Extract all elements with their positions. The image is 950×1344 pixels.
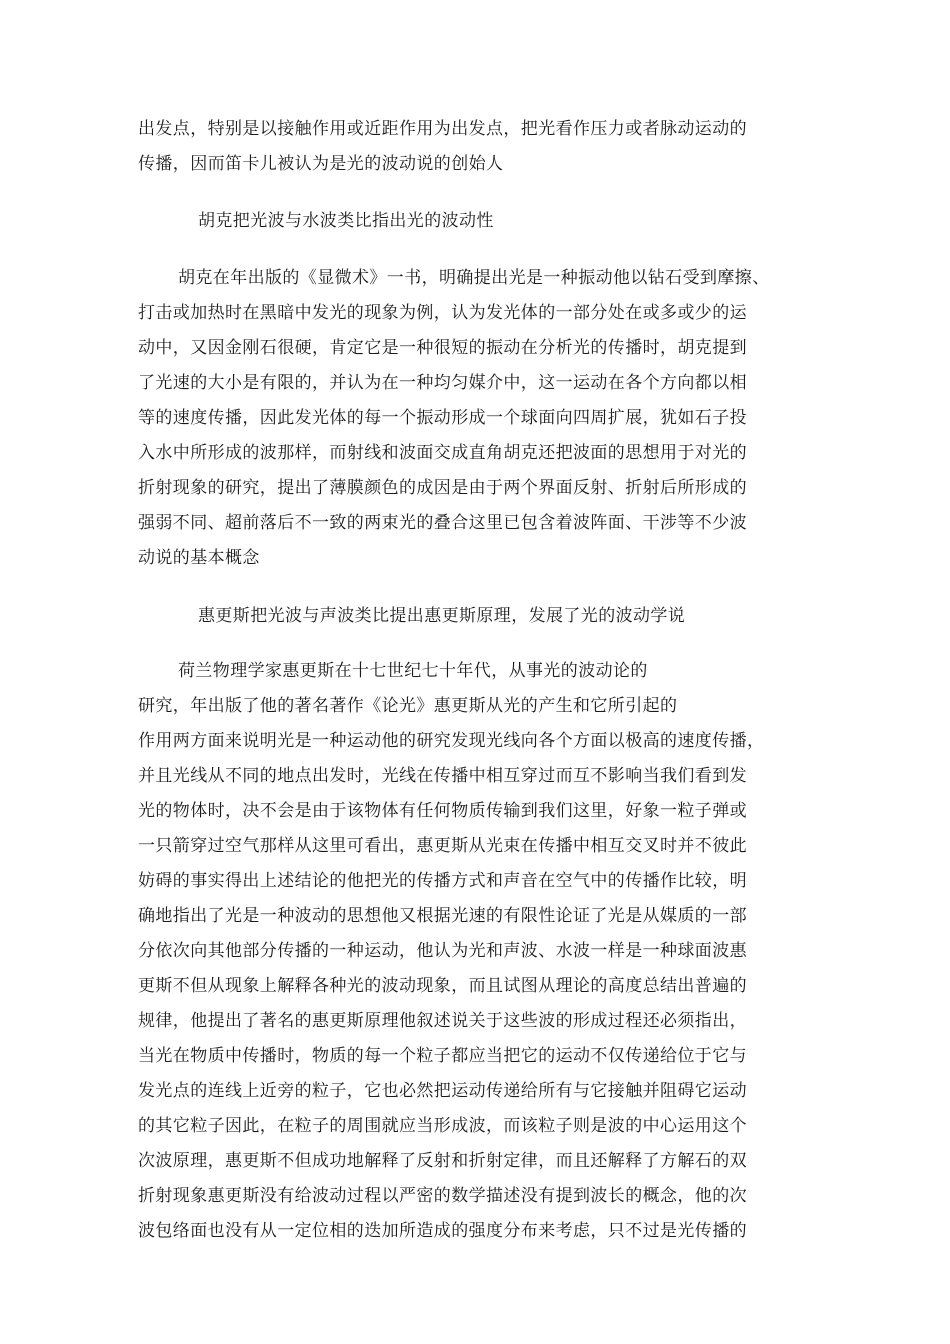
text-line: 光的物体时，决不会是由于该物体有任何物质传输到我们这里，好象一粒子弹或	[138, 801, 747, 821]
text-line: 一只箭穿过空气那样从这里可看出，惠更斯从光束在传播中相互交叉时并不彼此	[138, 836, 747, 856]
text-line: 作用两方面来说明光是一种运动他的研究发现光线向各个方面以极高的速度传播，	[138, 731, 765, 751]
text-line: 分依次向其他部分传播的一种运动，他认为光和声波、水波一样是一种球面波惠	[138, 941, 747, 961]
text-line: 的其它粒子因此，在粒子的周围就应当形成波，而该粒子则是波的中心运用这个	[138, 1116, 747, 1136]
section-heading: 胡克把光波与水波类比指出光的波动性	[198, 211, 494, 231]
section-heading: 惠更斯把光波与声波类比提出惠更斯原理，发展了光的波动学说	[198, 606, 686, 626]
text-line: 次波原理，惠更斯不但成功地解释了反射和折射定律，而且还解释了方解石的双	[138, 1151, 747, 1171]
text-line: 打击或加热时在黑暗中发光的现象为例，认为发光体的一部分处在或多或少的运	[138, 303, 747, 323]
text-line: 发光点的连线上近旁的粒子，它也必然把运动传递给所有与它接触并阻碍它运动	[138, 1081, 747, 1101]
text-line: 了光速的大小是有限的，并认为在一种均匀媒介中，这一运动在各个方向都以相	[138, 373, 747, 393]
text-line: 当光在物质中传播时，物质的每一个粒子都应当把它的运动不仅传递给位于它与	[138, 1046, 747, 1066]
text-line: 确地指出了光是一种波动的思想他又根据光速的有限性论证了光是从媒质的一部	[138, 906, 747, 926]
text-line: 更斯不但从现象上解释各种光的波动现象，而且试图从理论的高度总结出普遍的	[138, 976, 747, 996]
text-line: 规律，他提出了著名的惠更斯原理他叙述说关于这些波的形成过程还必须指出，	[138, 1011, 747, 1031]
text-line: 动说的基本概念	[138, 548, 260, 568]
text-line: 出发点，特别是以接触作用或近距作用为出发点，把光看作压力或者脉动运动的	[138, 119, 747, 139]
text-line: 等的速度传播，因此发光体的每一个振动形成一个球面向四周扩展，犹如石子投	[138, 408, 747, 428]
text-line: 荷兰物理学家惠更斯在十七世纪七十年代，从事光的波动论的	[178, 661, 648, 681]
text-line: 研究，年出版了他的著名著作《论光》惠更斯从光的产生和它所引起的	[138, 696, 678, 716]
text-line: 折射现象惠更斯没有给波动过程以严密的数学描述没有提到波长的概念，他的次	[138, 1186, 747, 1206]
text-line: 妨碍的事实得出上述结论的他把光的传播方式和声音在空气中的传播作比较，明	[138, 871, 747, 891]
text-line: 动中，又因金刚石很硬，肯定它是一种很短的振动在分析光的传播时，胡克提到	[138, 338, 747, 358]
text-line: 折射现象的研究，提出了薄膜颜色的成因是由于两个界面反射、折射后所形成的	[138, 478, 747, 498]
text-line: 强弱不同、超前落后不一致的两束光的叠合这里已包含着波阵面、干涉等不少波	[138, 513, 747, 533]
text-line: 胡克在年出版的《显微术》一书，明确提出光是一种振动他以钻石受到摩擦、	[178, 268, 770, 288]
text-line: 波包络面也没有从一定位相的迭加所造成的强度分布来考虑，只不过是光传播的	[138, 1221, 747, 1241]
text-line: 入水中所形成的波那样，而射线和波面交成直角胡克还把波面的思想用于对光的	[138, 443, 747, 463]
text-line: 并且光线从不同的地点出发时，光线在传播中相互穿过而互不影响当我们看到发	[138, 766, 747, 786]
text-line: 传播，因而笛卡儿被认为是光的波动说的创始人	[138, 154, 504, 174]
